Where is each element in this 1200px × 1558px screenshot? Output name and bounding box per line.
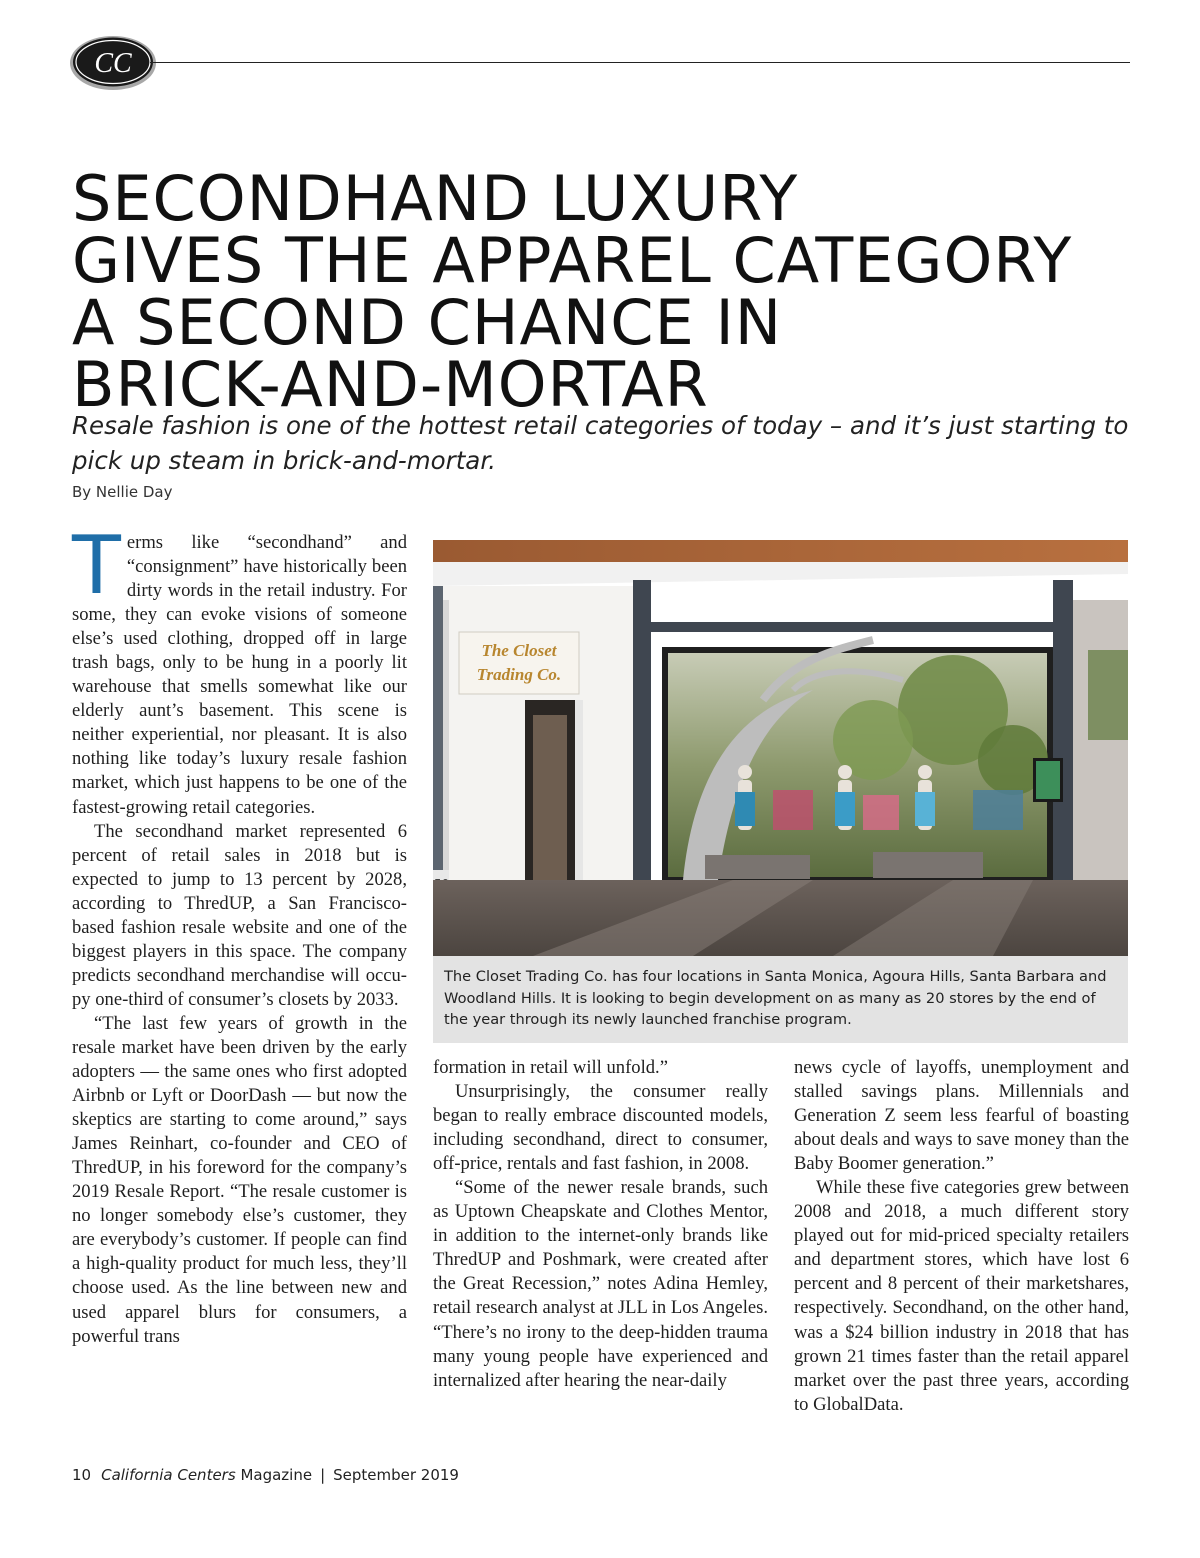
article-byline: By Nellie Day	[72, 483, 173, 501]
photo-caption: The Closet Trading Co. has four locations in Santa Monica, Agoura Hills, Santa Barbara and Woodland Hills. It is looking to begin development on as many as 20 stores by the end of the year through its newly launched franchise program.	[444, 968, 1107, 1028]
page-footer	[72, 1466, 459, 1484]
paragraph-text: erms like “secondhand” and “consignment” have historically been dirty words in the retail industry. For some, they can evoke visions of someone else’s used clothing, dropped off in large trash bags, only to be hung in a poorly lit warehouse that smells somewhat like our elderly aunt’s basement. This scene is neither experiential, nor pleasant. It is also nothing like today’s luxury resale fashion market, which just happens to be one of the fastest-growing retail categories.	[72, 532, 407, 818]
body-column-2	[433, 1056, 768, 1393]
headline-line-3: A SECOND CHANCE IN	[72, 286, 783, 359]
body-column-1	[72, 519, 407, 1349]
headline-line-2: GIVES THE APPAREL CATEGORY	[72, 224, 1073, 297]
magazine-name: California Centers	[101, 1466, 236, 1484]
storefront-photo	[433, 540, 1128, 956]
article-headline	[72, 162, 1152, 421]
header-rule	[150, 62, 1130, 63]
sign-line-1: The Closet	[481, 641, 557, 660]
paragraph: The secondhand market represented 6 percent of retail sales in 2018 but is expected to jump to 13 percent by 2028, according to ThredUP, a San Francisco-based fashion resale website and one of the biggest players in this space. The company predicts secondhand merchandise will occupy one-third of consumer’s closets by 2033.	[72, 820, 407, 1010]
paragraph: formation in retail will unfold.”	[433, 1057, 668, 1078]
paragraph: While these five categories grew between 2008 and 2018, a much different story played out for mid-priced specialty retailers and department stores, which have lost 6 percent and 8 percent of their marketshares, respectively. Secondhand, on the other hand, was a $24 billion industry in 2018 that has grown 21 times faster than the retail apparel market over the past three years, according to GlobalData.	[794, 1177, 1129, 1415]
paragraph	[72, 519, 407, 820]
body-column-3	[794, 1056, 1129, 1417]
drop-cap: T	[72, 519, 121, 612]
magazine-suffix: Magazine	[240, 1466, 313, 1484]
article-deck: Resale fashion is one of the hottest retail categories of today – and it’s just starting to pick up steam in brick-and-mortar.	[72, 411, 1129, 475]
magazine-logo	[68, 35, 158, 91]
headline-line-1: SECONDHAND LUXURY	[72, 162, 799, 235]
logo-monogram: CC	[94, 48, 132, 79]
page-number: 10	[72, 1466, 92, 1484]
paragraph: “Some of the newer resale brands, such as Uptown Cheapskate and Clothes Mentor, in addition to the internet-only brands like ThredUP and Poshmark, were created after the Great Recession,” notes Adina Hemley, retail research analyst at JLL in Los Angeles. “There’s no irony to the deep-hidden trauma many young people have experienced and internalized after hearing the near-daily	[433, 1177, 768, 1391]
paragraph: “The last few years of growth in the resale market have been driven by the early adopters — the same ones who first adopted Airbnb or Lyft or DoorDash — but now the skeptics are starting to come around,” says James Reinhart, co-founder and CEO of ThredUP, in his foreword for the company’s 2019 Resale Report. “The resale customer is no longer somebody else’s customer, they are everybody’s customer. If people can find a high-quality product for much less, they’ll choose used. As the line between new and used apparel blurs for consumers, a powerful trans	[72, 1012, 407, 1347]
footer-separator: |	[320, 1466, 326, 1484]
paragraph: Unsurprisingly, the consumer really began to really embrace discounted models, including secondhand, direct to consumer, off-price, rentals and fast fashion, in 2008.	[433, 1081, 768, 1175]
paragraph: news cycle of layoffs, unemployment and stalled savings plans. Millennials and Generation Z seem less fearful of boasting about deals and ways to save money than the Baby Boomer generation.”	[794, 1057, 1129, 1175]
issue-date: September 2019	[333, 1466, 459, 1484]
headline-line-4: BRICK-AND-MORTAR	[72, 348, 709, 421]
sign-line-2: Trading Co.	[476, 665, 562, 684]
